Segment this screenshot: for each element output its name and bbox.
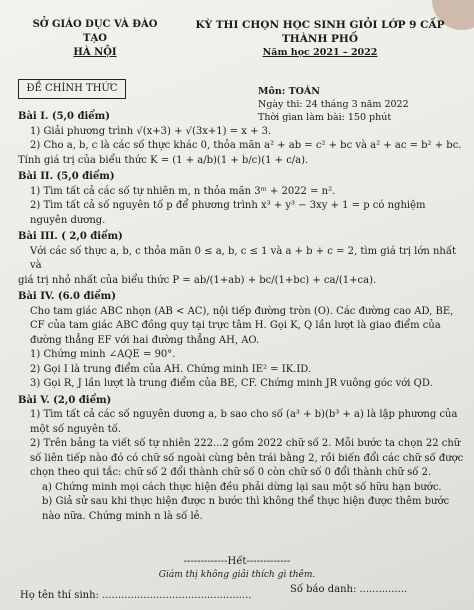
section-2-title: Bài II. (5,0 điểm): [18, 171, 115, 182]
s4-question-3: 3) Gọi R, J lần lượt là trung điểm của BE, CF. Chứng minh JR vuông góc với QD.: [30, 378, 433, 389]
s4-question-1: 1) Chứng minh ∠AQE = 90°.: [30, 349, 176, 360]
org-line2: HÀ NỘI: [73, 47, 117, 58]
section-4-title: Bài IV. (6.0 điểm): [18, 291, 116, 302]
exam-date: Ngày thi: 24 tháng 3 năm 2022: [258, 99, 409, 110]
section-1-title: Bài I. (5,0 điểm): [18, 111, 110, 122]
exam-duration: Thời gian làm bài: 150 phút: [258, 112, 392, 123]
proctor-note: Giám thị không giải thích gì thêm.: [158, 570, 316, 580]
s5-question-2: 2) Trên bảng ta viết số tự nhiên 222...2 gồm 2022 chữ số 2. Mỗi bước ta chọn 22 chữ số liên tiếp nào đó có chữ số ngoài cùng bên trái bằng 2, rồi biến đổi các chữ số được chọn theo qui tắc: chữ số 2 đổi thành chữ số 0 còn chữ số 0 đổi thành chữ số 2.: [30, 438, 464, 478]
s5-question-1: 1) Tìm tất cả các số nguyên dương a, b sao cho số (a³ + b)(b³ + a) là lập phương của một số nguyên tố.: [30, 409, 458, 435]
s1-question-2b: Tính giá trị của biểu thức K = (1 + a/b)(1 + b/c)(1 + c/a).: [18, 154, 309, 166]
organization-block: [20, 18, 170, 60]
section-5-title: Bài V. (2,0 điểm): [18, 394, 112, 406]
exam-title: KỲ THI CHỌN HỌC SINH GIỎI LỚP 9 CẤP THÀNH PHỐ: [195, 19, 445, 45]
s4-intro: Cho tam giác ABC nhọn (AB < AC), nội tiếp đường tròn (O). Các đường cao AD, BE, CF của tam giác ABC đồng quy tại trực tâm H. Gọi K, Q lần lượt là giao điểm của đường thẳng EF với hai đường thẳng AH, AO.: [30, 305, 454, 346]
subject: Môn: TOÁN: [258, 86, 320, 97]
s1-question-2: 2) Cho a, b, c là các số thực khác 0, thỏa mãn a² + ab = c² + bc và a² + ac = b² + bc.: [30, 140, 462, 151]
exam-title-block: [180, 18, 460, 60]
s2-question-1: 1) Tìm tất cả các số tự nhiên m, n thỏa mãn 3ᵐ + 2022 = n².: [30, 185, 336, 197]
official-badge: ĐỀ CHÍNH THỨC: [18, 79, 126, 99]
section-3-title: Bài III. ( 2,0 điểm): [18, 231, 123, 242]
s3-question-1b: giá trị nhỏ nhất của biểu thức P = ab/(1+ab) + bc/(1+bc) + ca/(1+ca).: [18, 274, 377, 286]
s5-question-a: a) Chứng minh mọi cách thực hiện đều phải dừng lại sau một số hữu hạn bước.: [42, 481, 442, 493]
exam-footer: [0, 556, 474, 601]
exam-body: [18, 108, 464, 524]
candidate-number-field: Số báo danh: ...............: [290, 584, 408, 595]
s4-question-2: 2) Gọi I là trung điểm của AH. Chứng minh IE² = IK.ID.: [30, 363, 312, 375]
org-line1: SỞ GIÁO DỤC VÀ ĐÀO TẠO: [32, 19, 158, 44]
s2-question-2: 2) Tìm tất cả số nguyên tố p để phương trình x³ + y³ − 3xy + 1 = p có nghiệm nguyên dương.: [30, 200, 426, 226]
candidate-name-field: Họ tên thí sinh: ...............................................: [20, 590, 252, 601]
s5-question-b: b) Giả sử sau khi thực hiện được n bước thì không thể thực hiện được thêm bước nào nữa. Chứng minh n là số lẻ.: [42, 496, 450, 522]
s1-question-1: 1) Giải phương trình √(x+3) + √(3x+1) = x + 3.: [30, 125, 272, 137]
school-year: Năm học 2021 – 2022: [262, 47, 378, 58]
s3-question-1: Với các số thực a, b, c thỏa mãn 0 ≤ a, b, c ≤ 1 và a + b + c = 2, tìm giá trị lớn nhất và: [30, 245, 457, 271]
end-marker: -------------Hết-------------: [183, 556, 291, 567]
